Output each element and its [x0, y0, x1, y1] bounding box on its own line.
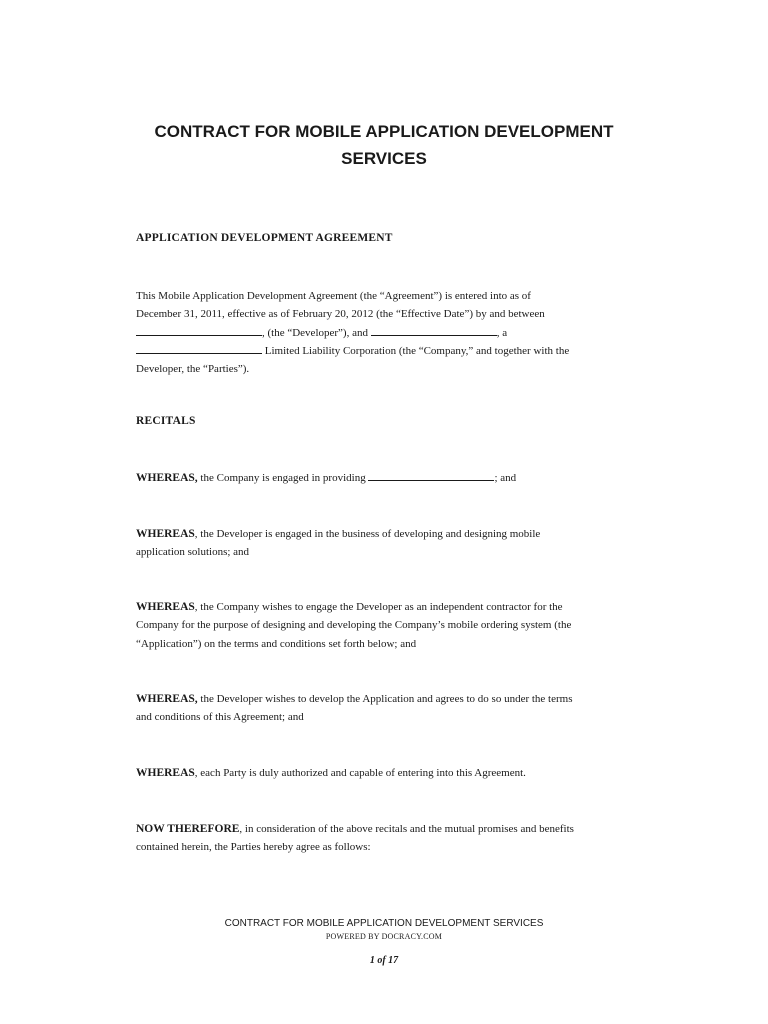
- document-title-line-2: SERVICES: [341, 149, 427, 168]
- recital-1: [136, 469, 636, 487]
- recital-5-lead: WHEREAS: [136, 767, 195, 779]
- recital-1-text: the Company is engaged in providing: [200, 472, 366, 484]
- company-name-blank[interactable]: [371, 325, 497, 336]
- recital-3-text-1: , the Company wishes to engage the Developer as an independent contractor for the: [194, 601, 563, 613]
- company-state-blank[interactable]: [136, 343, 262, 354]
- recital-4-lead: WHEREAS,: [136, 693, 198, 705]
- recital-3-line-2: Company for the purpose of designing and developing the Company’s mobile ordering system (the: [136, 619, 572, 632]
- closing-text-1: , in consideration of the above recitals and the mutual promises and benefits: [239, 823, 574, 835]
- recital-4-line-1: [136, 690, 636, 708]
- recital-2-text-1: , the Developer is engaged in the business of developing and designing mobile: [194, 528, 541, 540]
- company-business-blank[interactable]: [368, 470, 494, 481]
- recital-5: [136, 764, 636, 782]
- recital-5-text-1: , each Party is duly authorized and capable of entering into this Agreement.: [194, 767, 526, 779]
- recital-2-line-2: application solutions; and: [136, 546, 250, 559]
- intro-line-1: This Mobile Application Development Agreement (the “Agreement”) is entered into as of: [136, 290, 531, 302]
- recital-4: [136, 690, 636, 727]
- intro-line-3: [136, 324, 636, 342]
- recital-4-line-2: and conditions of this Agreement; and: [136, 711, 304, 724]
- intro-line-4-end: Limited Liability Corporation (the “Company,” and together with the: [262, 344, 570, 357]
- section-heading: APPLICATION DEVELOPMENT AGREEMENT: [136, 232, 393, 244]
- recital-2-lead: WHEREAS: [136, 528, 195, 540]
- recital-1-tail: ; and: [494, 472, 517, 484]
- document-title: [0, 118, 768, 172]
- recital-3-line-1: [136, 598, 636, 616]
- recital-2: [136, 525, 636, 562]
- recital-1-line-1: [136, 469, 636, 487]
- intro-line-3-mid: , (the “Developer”), and: [262, 326, 368, 339]
- closing-line-2: contained herein, the Parties hereby agree as follows:: [136, 841, 371, 854]
- document-title-line-1: CONTRACT FOR MOBILE APPLICATION DEVELOPMENT: [154, 122, 614, 141]
- recital-4-text-1: the Developer wishes to develop the Application and agrees to do so under the terms: [197, 693, 573, 705]
- closing-line-1: [136, 820, 636, 838]
- recital-3-lead: WHEREAS: [136, 601, 195, 613]
- closing-paragraph: [136, 820, 636, 857]
- recital-2-line-1: [136, 525, 636, 543]
- closing-lead: NOW THEREFORE: [136, 823, 240, 835]
- footer-doc-title: CONTRACT FOR MOBILE APPLICATION DEVELOPMENT SERVICES: [224, 918, 544, 929]
- intro-line-5: Developer, the “Parties”).: [136, 363, 250, 376]
- developer-name-blank[interactable]: [136, 325, 262, 336]
- recital-1-lead: WHEREAS,: [136, 472, 198, 484]
- intro-line-4: [136, 342, 636, 360]
- intro-line-2: December 31, 2011, effective as of February 20, 2012 (the “Effective Date”) by and between: [136, 308, 545, 321]
- recitals-heading: RECITALS: [136, 415, 196, 427]
- recital-3: [136, 598, 636, 653]
- page-number: 1 of 17: [369, 955, 399, 966]
- intro-line-3-end: , a: [496, 326, 508, 339]
- recital-5-line-1: [136, 764, 636, 782]
- footer-powered-by: POWERED BY DOCRACY.COM: [325, 932, 443, 941]
- intro-paragraph: [136, 287, 636, 378]
- recital-3-line-3: “Application”) on the terms and conditions set forth below; and: [136, 637, 417, 650]
